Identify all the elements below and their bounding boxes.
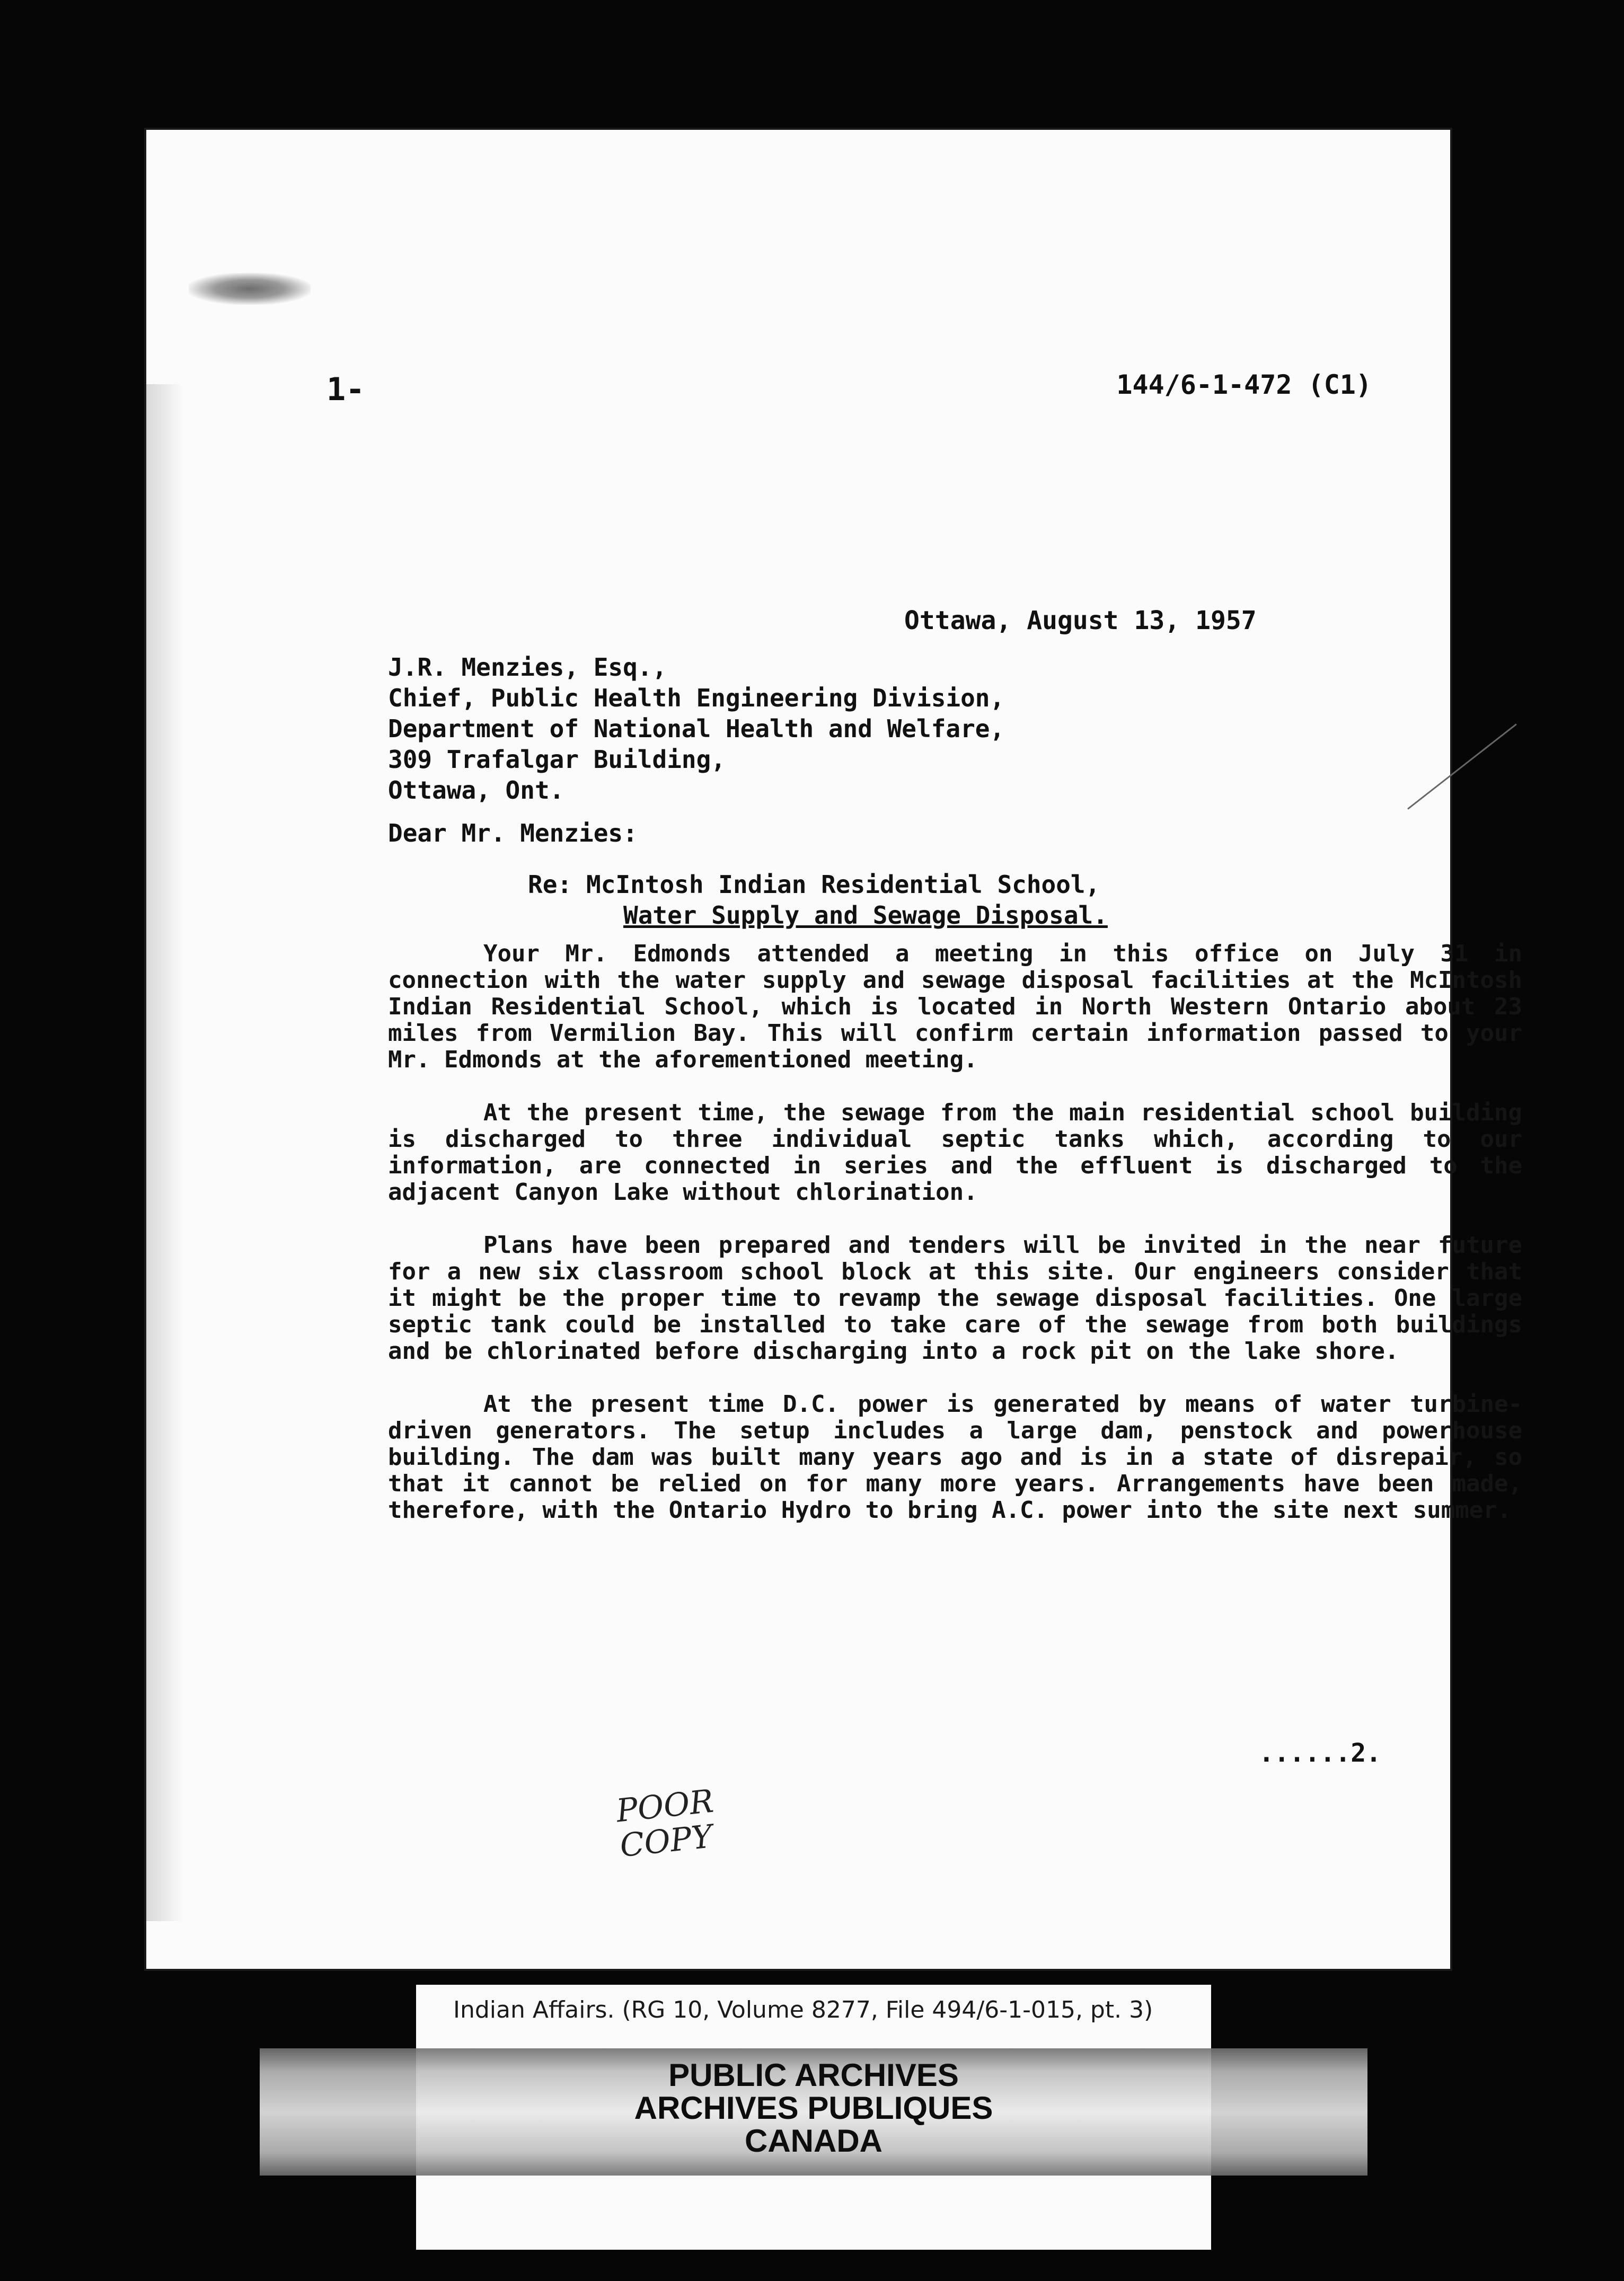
date-line: Ottawa, August 13, 1957	[904, 606, 1257, 635]
archives-stamp	[416, 2059, 1211, 2158]
recipient-address	[388, 652, 1004, 806]
address-line: 309 Trafalgar Building,	[388, 745, 726, 774]
stamp-line: ARCHIVES PUBLIQUES	[634, 2090, 993, 2126]
archive-label	[416, 1985, 1211, 2250]
stamp-line: CANADA	[745, 2123, 882, 2159]
stamp-line: PUBLIC ARCHIVES	[668, 2057, 959, 2093]
body-paragraph: Your Mr. Edmonds attended a meeting in this office on July 31 in connection with the water supply and sewage disposal facilities at the McIntosh Indian Residential School, which is located in North Western Ontario about 23 miles from Vermilion Bay. This will confirm certain information passed to your Mr. Edmonds at the aforementioned meeting.	[388, 940, 1522, 1073]
address-line: J.R. Menzies, Esq.,	[388, 653, 667, 682]
salutation: Dear Mr. Menzies:	[388, 819, 638, 847]
subject-label: Re:	[528, 870, 572, 899]
margin-mark: 1-	[326, 371, 365, 408]
address-line: Department of National Health and Welfare,	[388, 714, 1005, 743]
letter-page	[146, 130, 1522, 1969]
letter-body	[388, 941, 1522, 1550]
subject-line	[528, 869, 1108, 900]
body-paragraph: At the present time, the sewage from the main residential school building is discharged to three individual septic tanks which, according to our information, are connected in series and the effluent is discharged to the adjacent Canyon Lake without chlorination.	[388, 1099, 1522, 1206]
body-paragraph: At the present time D.C. power is generated by means of water turbine-driven generators. The setup includes a large dam, penstock and powerhouse building. The dam was built many years ago and is in a state of disrepair, so that it cannot be relied on for many more years. Arrangements have been made, therefore, with the Ontario Hydro to bring A.C. power into the site next summer.	[388, 1391, 1522, 1524]
archive-reference: Indian Affairs. (RG 10, Volume 8277, File 494/6-1-015, pt. 3)	[453, 1996, 1153, 2023]
handwritten-note	[615, 1784, 719, 1864]
address-line: Ottawa, Ont.	[388, 776, 564, 804]
subject-title: McIntosh Indian Residential School,	[586, 870, 1100, 899]
pen-stroke-mark	[1407, 723, 1517, 809]
subject-subtitle: Water Supply and Sewage Disposal.	[623, 901, 1108, 930]
body-paragraph: Plans have been prepared and tenders will be invited in the near future for a new six classroom school block at this site. Our engineers consider that it might be the proper time to revamp the sewage disposal facilities. One large septic tank could be installed to take care of the sewage from both buildings and be chlorinated before discharging into a rock pit on the lake shore.	[388, 1232, 1522, 1365]
address-line: Chief, Public Health Engineering Division,	[388, 684, 1005, 712]
subject-block	[528, 869, 1108, 931]
file-reference: 144/6-1-472 (C1)	[1116, 369, 1372, 400]
continued-marker: ......2.	[1258, 1738, 1381, 1768]
handwritten-note-line: POOR	[614, 1782, 716, 1830]
handwritten-note-line: COPY	[618, 1818, 714, 1865]
ink-smudge	[189, 273, 311, 305]
